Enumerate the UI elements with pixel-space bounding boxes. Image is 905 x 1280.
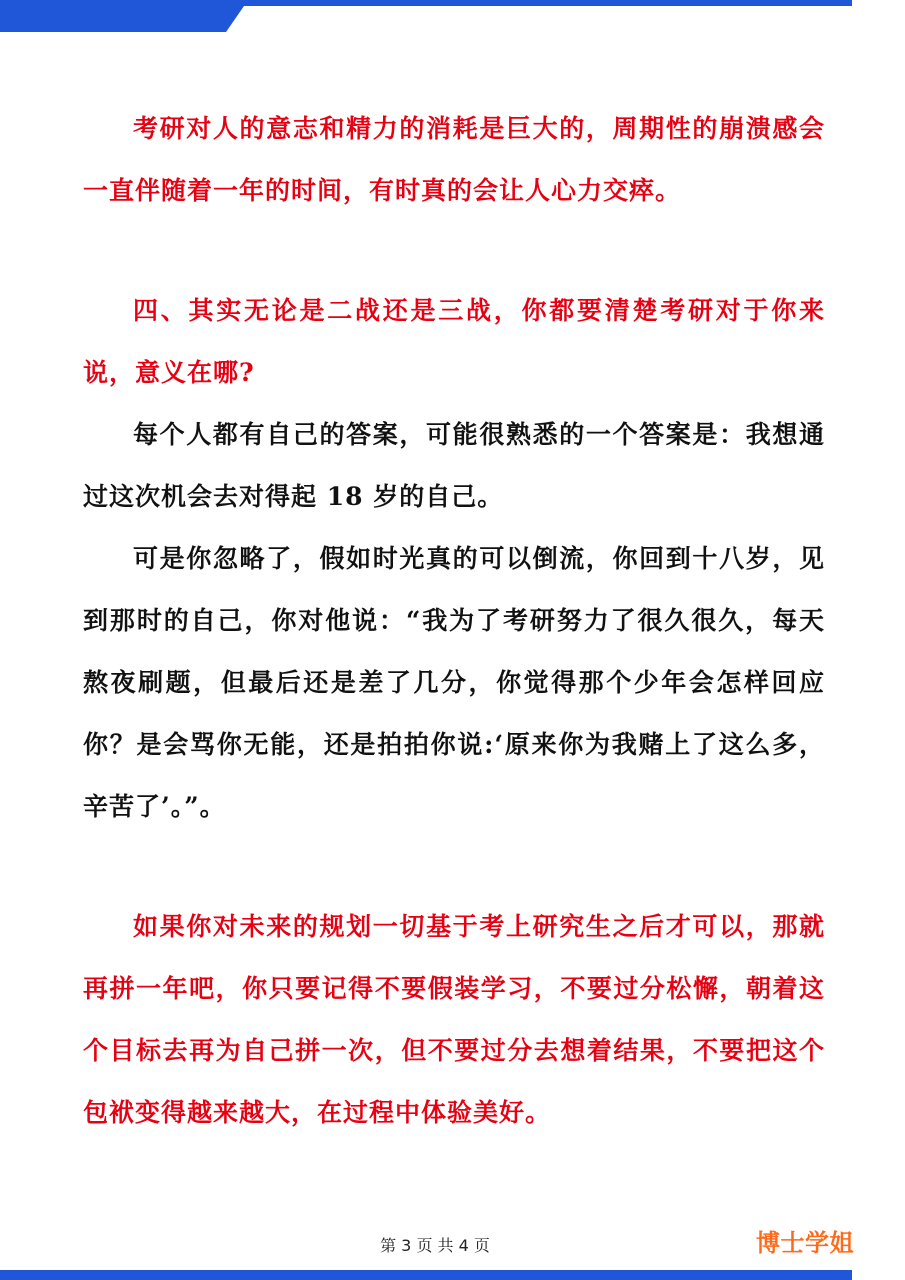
paragraph-time-reversal: 可是你忽略了，假如时光真的可以倒流，你回到十八岁，见到那时的自己，你对他说：“我为了考研努力了很久很久，每天熬夜刷题，但最后还是差了几分，你觉得那个少年会怎样回应你？是会骂你无能，还是拍拍你说:‘原来你为我赌上了这么多，辛苦了’。”。	[83, 544, 825, 821]
paragraph-answer: 每个人都有自己的答案，可能很熟悉的一个答案是：我想通过这次机会去对得起 18 岁的自己。	[83, 420, 825, 511]
page-number: 第 3 页 共 4 页	[380, 1236, 490, 1255]
top-decorative-band	[0, 0, 852, 32]
brand-logo-text: 博士学姐	[756, 1229, 854, 1257]
page-footer	[0, 1229, 905, 1260]
document-page	[83, 98, 825, 1144]
bottom-decorative-band	[0, 1270, 852, 1280]
paragraph-exhaustion: 考研对人的意志和精力的消耗是巨大的，周期性的崩溃感会一直伴随着一年的时间，有时真的会让人心力交瘁。	[83, 114, 825, 205]
paragraph-meaning-question: 四、其实无论是二战还是三战，你都要清楚考研对于你来说，意义在哪?	[83, 296, 825, 387]
paragraph-encouragement: 如果你对未来的规划一切基于考上研究生之后才可以，那就再拼一年吧，你只要记得不要假装学习，不要过分松懈，朝着这个目标去再为自己拼一次，但不要过分去想着结果，不要把这个包袱变得越来越大，在过程中体验美好。	[83, 912, 825, 1127]
top-band-shape	[0, 0, 852, 32]
